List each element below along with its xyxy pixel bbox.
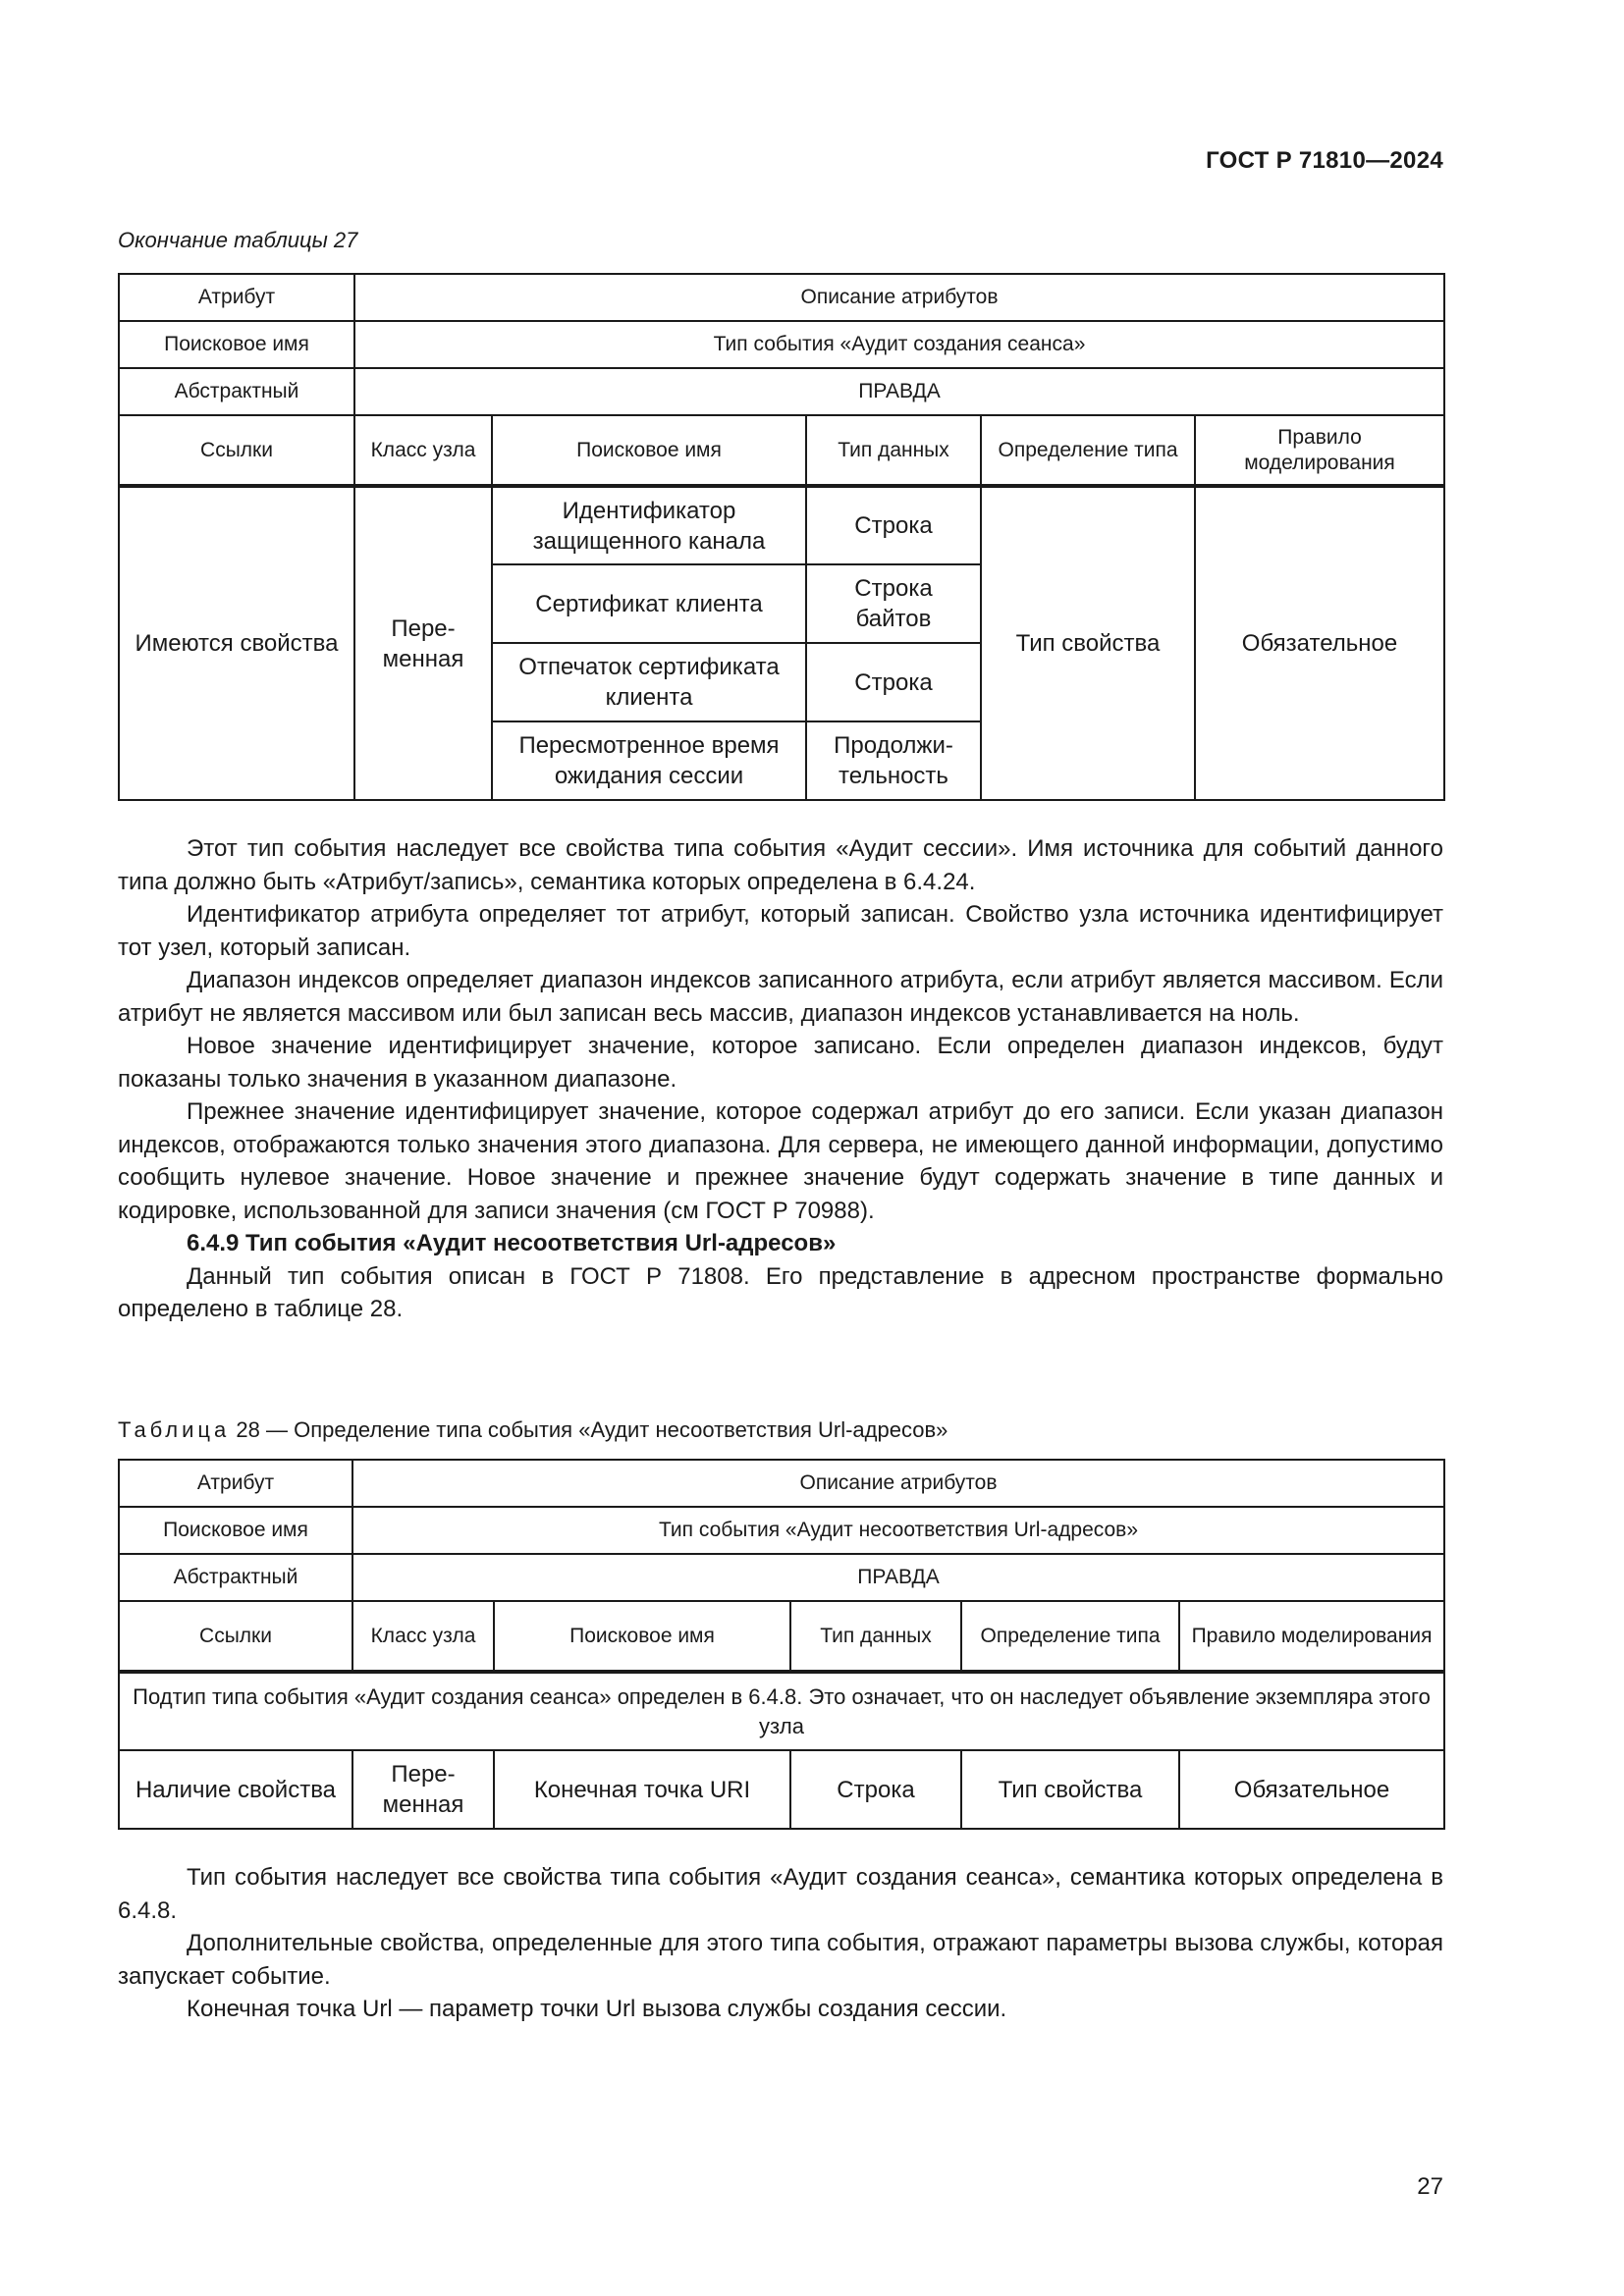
table-row-type-definition: Тип свойства [961,1750,1179,1829]
ref-header-modelling-rule: Правило моделирования [1195,415,1444,486]
rows-type-definition: Тип свойства [981,486,1195,800]
table-row-browse-name: Отпечаток сертификата клиента [492,643,806,721]
abstract-value: ПРАВДА [352,1554,1444,1601]
table-row-data-type: Строка байтов [806,564,981,643]
ref-header-type-definition: Определение типа [981,415,1195,486]
ref-header-references: Ссылки [119,415,354,486]
body-text-1 [118,832,1443,1326]
table-28-caption [118,1417,947,1443]
paragraph: Тип события наследует все свойства типа события «Аудит создания сеанса», семантика которых определена в 6.4.8. [118,1864,1443,1924]
table-row-data-type: Продолжи-тельность [806,721,981,800]
ref-header-data-type: Тип данных [806,415,981,486]
ref-header-browse-name: Поисковое имя [494,1601,790,1672]
table-row-browse-name: Пересмотренное время ожидания сессии [492,721,806,800]
rows-modelling-rule: Обязательное [1195,486,1444,800]
abstract-value: ПРАВДА [354,368,1444,415]
attr-col-header: Атрибут [119,274,354,321]
attr-col-header: Атрибут [119,1460,352,1507]
browse-name-label: Поисковое имя [119,1507,352,1554]
browse-name-label: Поисковое имя [119,321,354,368]
paragraph: Дополнительные свойства, определенные для этого типа события, отражают параметры вызова службы, которая запускает событие. [118,1930,1443,1990]
table-row-node-class: Пере-менная [352,1750,494,1829]
table-row-browse-name: Сертификат клиента [492,564,806,643]
table-caption-word: Таблица [118,1417,231,1442]
table-row-data-type: Строка [806,643,981,721]
table-caption-text: 28 — Определение типа события «Аудит несоответствия Url-адресов» [236,1417,948,1442]
page-number: 27 [1417,2173,1443,2200]
table-row-data-type: Строка [790,1750,961,1829]
table-continuation-label: Окончание таблицы 27 [118,228,358,252]
rows-node-class: Пере-менная [354,486,492,800]
ref-header-browse-name: Поисковое имя [492,415,806,486]
ref-header-node-class: Класс узла [352,1601,494,1672]
ref-header-data-type: Тип данных [790,1601,961,1672]
paragraph: Прежнее значение идентифицирует значение, которое содержал атрибут до его записи. Если указан диапазон индексов, отображаются только значения этого диапазона. Для сервера, не имеющего данной информации, допустимо сообщить нулевое значение. Новое значение и прежнее значение будут содержать значение в типе данных и кодировке, использованной для записи значения (см ГОСТ Р 70988). [118,1098,1443,1224]
browse-name-value: Тип события «Аудит несоответствия Url-адресов» [352,1507,1444,1554]
ref-header-type-definition: Определение типа [961,1601,1179,1672]
paragraph: Идентификатор атрибута определяет тот атрибут, который записан. Свойство узла источника идентифицирует тот узел, который записан. [118,901,1443,961]
ref-header-modelling-rule: Правило моделирования [1179,1601,1444,1672]
table-row-browse-name: Идентификатор защищенного канала [492,486,806,564]
paragraph: Диапазон индексов определяет диапазон индексов записанного атрибута, если атрибут является массивом. Если атрибут не является массивом или был записан весь массив, диапазон индексов устанавливается на ноль. [118,967,1443,1027]
browse-name-value: Тип события «Аудит создания сеанса» [354,321,1444,368]
rows-reference: Имеются свойства [119,486,354,800]
desc-col-header: Описание атрибутов [352,1460,1444,1507]
ref-header-references: Ссылки [119,1601,352,1672]
body-text-2 [118,1861,1443,2026]
abstract-label: Абстрактный [119,1554,352,1601]
paragraph: Данный тип события описан в ГОСТ Р 71808. Его представление в адресном пространстве формально определено в таблице 28. [118,1262,1443,1322]
subtype-note: Подтип типа события «Аудит создания сеанса» определен в 6.4.8. Это означает, что он наследует объявление экземпляра этого узла [119,1672,1444,1750]
paragraph: Конечная точка Url — параметр точки Url вызова службы создания сессии. [187,1996,1007,2022]
section-heading: 6.4.9 Тип события «Аудит несоответствия Url-адресов» [187,1230,837,1256]
paragraph: Новое значение идентифицирует значение, которое записано. Если определен диапазон индексов, будут показаны только значения в указанном диапазоне. [118,1033,1443,1093]
abstract-label: Абстрактный [119,368,354,415]
table-row-reference: Наличие свойства [119,1750,352,1829]
paragraph: Этот тип события наследует все свойства типа события «Аудит сессии». Имя источника для событий данного типа должно быть «Атрибут/запись», семантика которых определена в 6.4.24. [118,835,1443,895]
ref-header-node-class: Класс узла [354,415,492,486]
table-27 [118,273,1445,801]
table-row-modelling-rule: Обязательное [1179,1750,1444,1829]
table-row-browse-name: Конечная точка URI [494,1750,790,1829]
desc-col-header: Описание атрибутов [354,274,1444,321]
document-code-header: ГОСТ Р 71810—2024 [1206,147,1443,174]
table-row-data-type: Строка [806,486,981,564]
table-28 [118,1459,1445,1830]
